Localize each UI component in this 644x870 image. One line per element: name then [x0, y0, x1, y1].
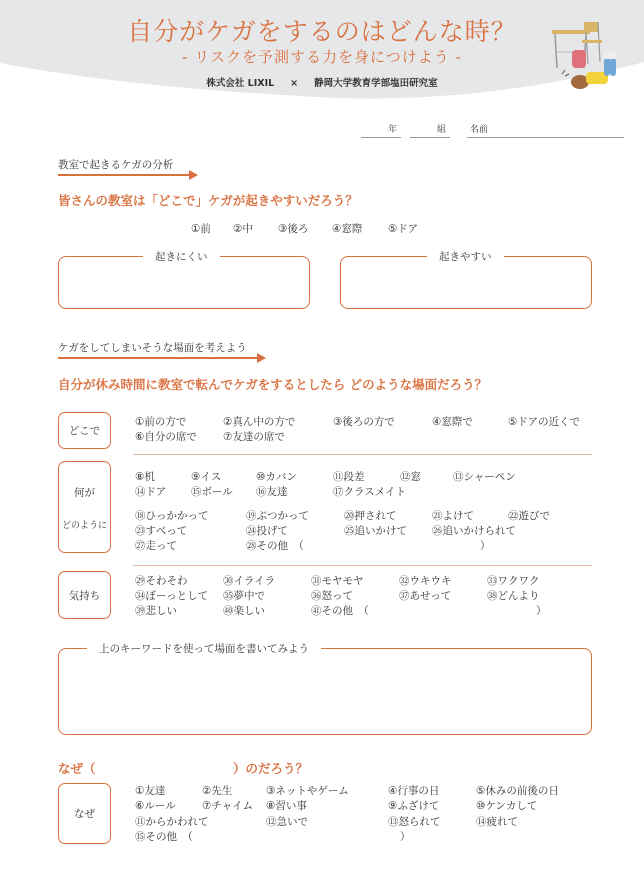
keyword: ⑨ふざけて	[388, 800, 440, 812]
keyword: ㊳どんより	[487, 590, 540, 602]
keyword: ⑳押されて	[344, 510, 397, 522]
keyword: ⑤ドアの近くで	[508, 416, 581, 428]
org-lixil: 株式会社 LIXIL	[206, 78, 275, 89]
location-choice: ①前	[191, 223, 211, 235]
why-label: なぜ	[74, 808, 95, 820]
keyword: ⑨イス	[191, 471, 222, 483]
separator	[133, 565, 592, 566]
where-category	[58, 412, 111, 449]
keyword: ⑭ドア	[135, 486, 167, 498]
org-separator: ×	[290, 78, 299, 89]
org-shizuoka: 静岡大学教育学部塩田研究室	[314, 78, 438, 89]
keyword: ㊴悲しい	[135, 605, 177, 617]
keyword: ㉞ぼーっとして	[135, 590, 209, 602]
keyword: ⑫急いで	[266, 816, 308, 828]
unlikely-box[interactable]	[58, 251, 310, 309]
keyword-other: ㉘その他 （	[246, 540, 304, 552]
keyword: ㉜ウキウキ	[399, 575, 452, 587]
location-choice: ⑤ドア	[388, 223, 419, 235]
keyword: ⑧習い事	[266, 800, 307, 812]
keyword: ⑦友達の席で	[223, 431, 285, 443]
fallen-student-illustration	[544, 18, 640, 94]
keyword: ⑫窓	[400, 471, 421, 483]
keyword: ①前の方で	[135, 416, 187, 428]
keyword: ⑧机	[135, 471, 155, 483]
keyword: ⑮ボール	[191, 486, 233, 498]
keyword: ㉗走って	[135, 540, 177, 552]
keyword-other-close: ）	[536, 605, 547, 617]
what-how-category	[58, 461, 111, 553]
keyword: ㉝ワクワク	[487, 575, 540, 587]
keyword-other-close: ）	[400, 831, 411, 843]
keyword: ⑬怒られて	[388, 816, 441, 828]
keyword: ⑰クラスメイト	[333, 486, 406, 498]
why-question-right: ）のだろう？	[233, 761, 309, 776]
class-label: 組	[437, 125, 447, 135]
why-question-left: なぜ（	[58, 761, 96, 776]
keyword: ②先生	[202, 785, 233, 797]
year-field[interactable]	[361, 137, 401, 138]
year-label: 年	[388, 125, 398, 135]
section1-title: 教室で起きるケガの分析	[58, 159, 174, 171]
page-subtitle: - リスクを予測する力を身につけよう -	[182, 48, 462, 66]
section1-question: 皆さんの教室は「どこで」ケガが起きやすいだろう？	[58, 193, 358, 208]
name-label: 名前	[470, 125, 489, 135]
where-label: どこで	[68, 425, 101, 437]
location-choice: ③後ろ	[278, 223, 309, 235]
location-choice: ④窓際	[332, 223, 363, 235]
keyword: ③後ろの方で	[333, 416, 395, 428]
section2-arrow	[58, 357, 258, 359]
keyword: ㉕追いかけて	[344, 525, 407, 537]
section1-arrow	[58, 174, 190, 176]
keyword-other: ㊶その他 （	[311, 605, 369, 617]
keyword: ⑩カバン	[256, 471, 297, 483]
keyword: ④窓際で	[432, 416, 473, 428]
keyword: ⑪段差	[333, 471, 365, 483]
keyword: ⑲ぶつかって	[246, 510, 309, 522]
keyword: ②真ん中の方で	[223, 416, 296, 428]
keyword: ⑭疲れて	[476, 816, 518, 828]
keyword: ㊵楽しい	[223, 605, 265, 617]
feeling-category	[58, 571, 111, 619]
keyword: ㉓すべって	[135, 525, 188, 537]
keyword: ⑪からかわれて	[135, 816, 209, 828]
keyword: ⑯友達	[256, 486, 288, 498]
location-choice: ②中	[233, 223, 253, 235]
keyword: ⑤休みの前後の日	[476, 785, 559, 797]
keyword: ⑦チャイム	[202, 800, 254, 812]
keyword: ㉛モヤモヤ	[311, 575, 364, 587]
keyword: ㉟夢中で	[223, 590, 265, 602]
keyword-other-close: ）	[480, 540, 491, 552]
unlikely-label: 起きにくい	[143, 249, 220, 264]
keyword: ㊱怒って	[311, 590, 353, 602]
keyword: ㉔投げて	[246, 525, 288, 537]
keyword: ⑩ケンカして	[476, 800, 538, 812]
page-title: 自分がケガをするのはどんな時？	[127, 17, 517, 46]
section2-question: 自分が休み時間に教室で転んでケガをするとしたら どのような場面だろう？	[58, 377, 488, 392]
keyword: ⑬シャーペン	[453, 471, 516, 483]
class-field[interactable]	[410, 137, 450, 138]
keyword-other: ⑮その他 （	[135, 831, 193, 843]
keyword: ⑥ルール	[135, 800, 176, 812]
scene-writing-label: 上のキーワードを使って場面を書いてみよう	[87, 641, 321, 656]
name-field[interactable]	[467, 137, 624, 138]
why-category	[58, 783, 111, 844]
keyword: ㉚イライラ	[223, 575, 276, 587]
keyword: ㉑よけて	[432, 510, 474, 522]
likely-label: 起きやすい	[427, 249, 504, 264]
keyword: ⑥自分の席で	[135, 431, 197, 443]
keyword: ④行事の日	[388, 785, 440, 797]
separator	[133, 454, 592, 455]
keyword: ㉒遊びで	[508, 510, 550, 522]
how-label: どのように	[61, 521, 107, 531]
scene-writing-box[interactable]	[58, 643, 592, 735]
section2-title: ケガをしてしまいそうな場面を考えよう	[58, 342, 247, 354]
keyword: ㊲あせって	[399, 590, 452, 602]
feeling-label: 気持ち	[68, 589, 101, 602]
keyword: ⑱ひっかかって	[135, 510, 209, 522]
keyword: ③ネットやゲーム	[266, 785, 349, 797]
keyword: ①友達	[135, 785, 166, 797]
what-label: 何が	[74, 487, 95, 499]
keyword: ㉖追いかけられて	[432, 525, 516, 537]
likely-box[interactable]	[340, 251, 592, 309]
keyword: ㉙そわそわ	[135, 575, 188, 587]
